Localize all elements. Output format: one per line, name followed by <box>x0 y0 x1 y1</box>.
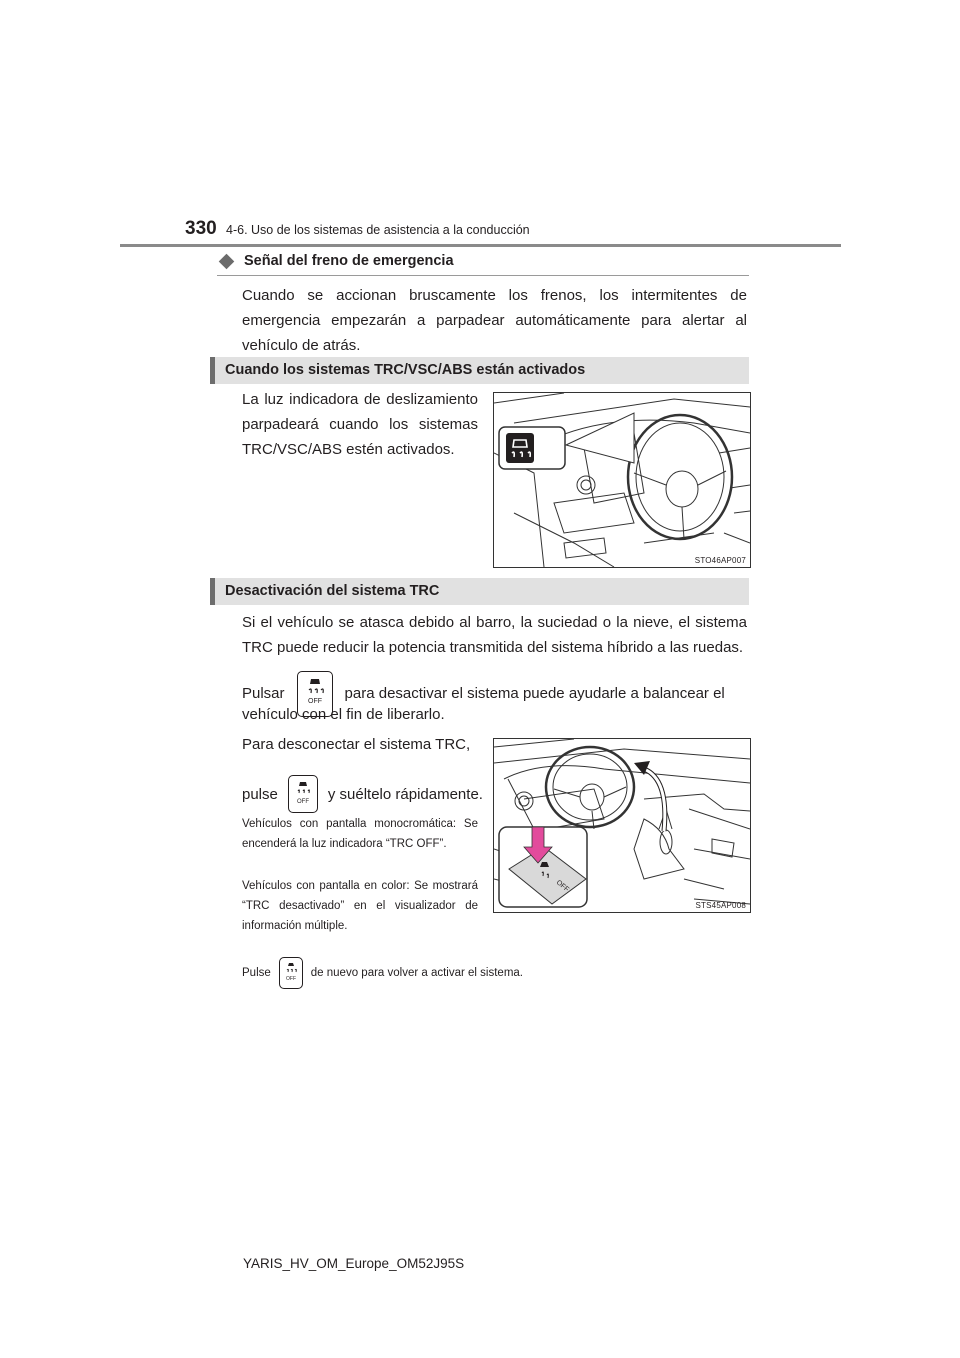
emergency-paragraph: Cuando se accionan bruscamente los frenos, los intermitentes de emergencia empezarán a parpadear automáticamente para alertar al vehículo de atrás. <box>242 287 747 354</box>
section-title: 4-6. Uso de los sistemas de asistencia a la conducción <box>226 223 530 237</box>
button-label: OFF <box>307 698 322 705</box>
header-divider <box>120 244 841 247</box>
reactivate-text: de nuevo para volver a activar el sistema. <box>310 967 523 979</box>
diamond-bullet-icon <box>219 253 235 269</box>
trc-off-paragraph: Si el vehículo se atasca debido al barro, la suciedad o la nieve, el sistema TRC puede reducir la potencia transmitida del sistema híbrido a las ruedas. <box>242 614 747 656</box>
section-heading: Desactivación del sistema TRC <box>225 583 440 599</box>
press-text-cont: para desactivar el sistema puede ayudarle a balancear el <box>344 684 725 702</box>
disconnect-line <box>242 775 483 813</box>
section-heading: Cuando los sistemas TRC/VSC/ABS están activados <box>225 362 586 378</box>
trc-active-paragraph: La luz indicadora de deslizamiento parpadeará cuando los sistemas TRC/VSC/ABS estén activados. <box>242 391 478 458</box>
trc-off-button-figure <box>493 738 751 913</box>
figure-code: STO46AP007 <box>694 556 746 565</box>
release-text: y suéltelo rápidamente. <box>327 785 483 803</box>
button-label: OFF <box>285 976 296 982</box>
figure-code: STS45AP008 <box>695 901 746 910</box>
dashboard-indicator-figure <box>493 392 751 568</box>
page-number: 330 <box>185 218 217 239</box>
pulse-text: pulse <box>242 785 278 803</box>
subheading-emergency <box>217 253 454 269</box>
note-monochrome: Vehículos con pantalla monocromática: Se encenderá la luz indicadora “TRC OFF”. <box>242 818 478 850</box>
reactivate-line <box>242 957 523 989</box>
pulse-text: Pulse <box>242 967 271 979</box>
console-illustration <box>494 739 750 912</box>
section-bar-trc-off <box>210 578 749 605</box>
press-text: Pulsar <box>242 684 285 702</box>
subheading-divider <box>217 275 749 276</box>
dashboard-illustration <box>494 393 750 567</box>
press-text-end: vehículo con el fin de liberarlo. <box>242 706 445 723</box>
trc-off-button-icon <box>279 957 303 989</box>
button-label: OFF <box>554 879 570 894</box>
disconnect-intro: Para desconectar el sistema TRC, <box>242 736 471 753</box>
section-bar-trc-active <box>210 357 749 384</box>
button-label: OFF <box>296 799 309 805</box>
note-color: Vehículos con pantalla en color: Se mostrará “TRC desactivado” en el visualizador de información múltiple. <box>242 880 478 932</box>
footer-doc-id: YARIS_HV_OM_Europe_OM52J95S <box>243 1256 465 1271</box>
trc-off-button-icon <box>288 775 318 813</box>
subheading-text: Señal del freno de emergencia <box>244 253 454 269</box>
